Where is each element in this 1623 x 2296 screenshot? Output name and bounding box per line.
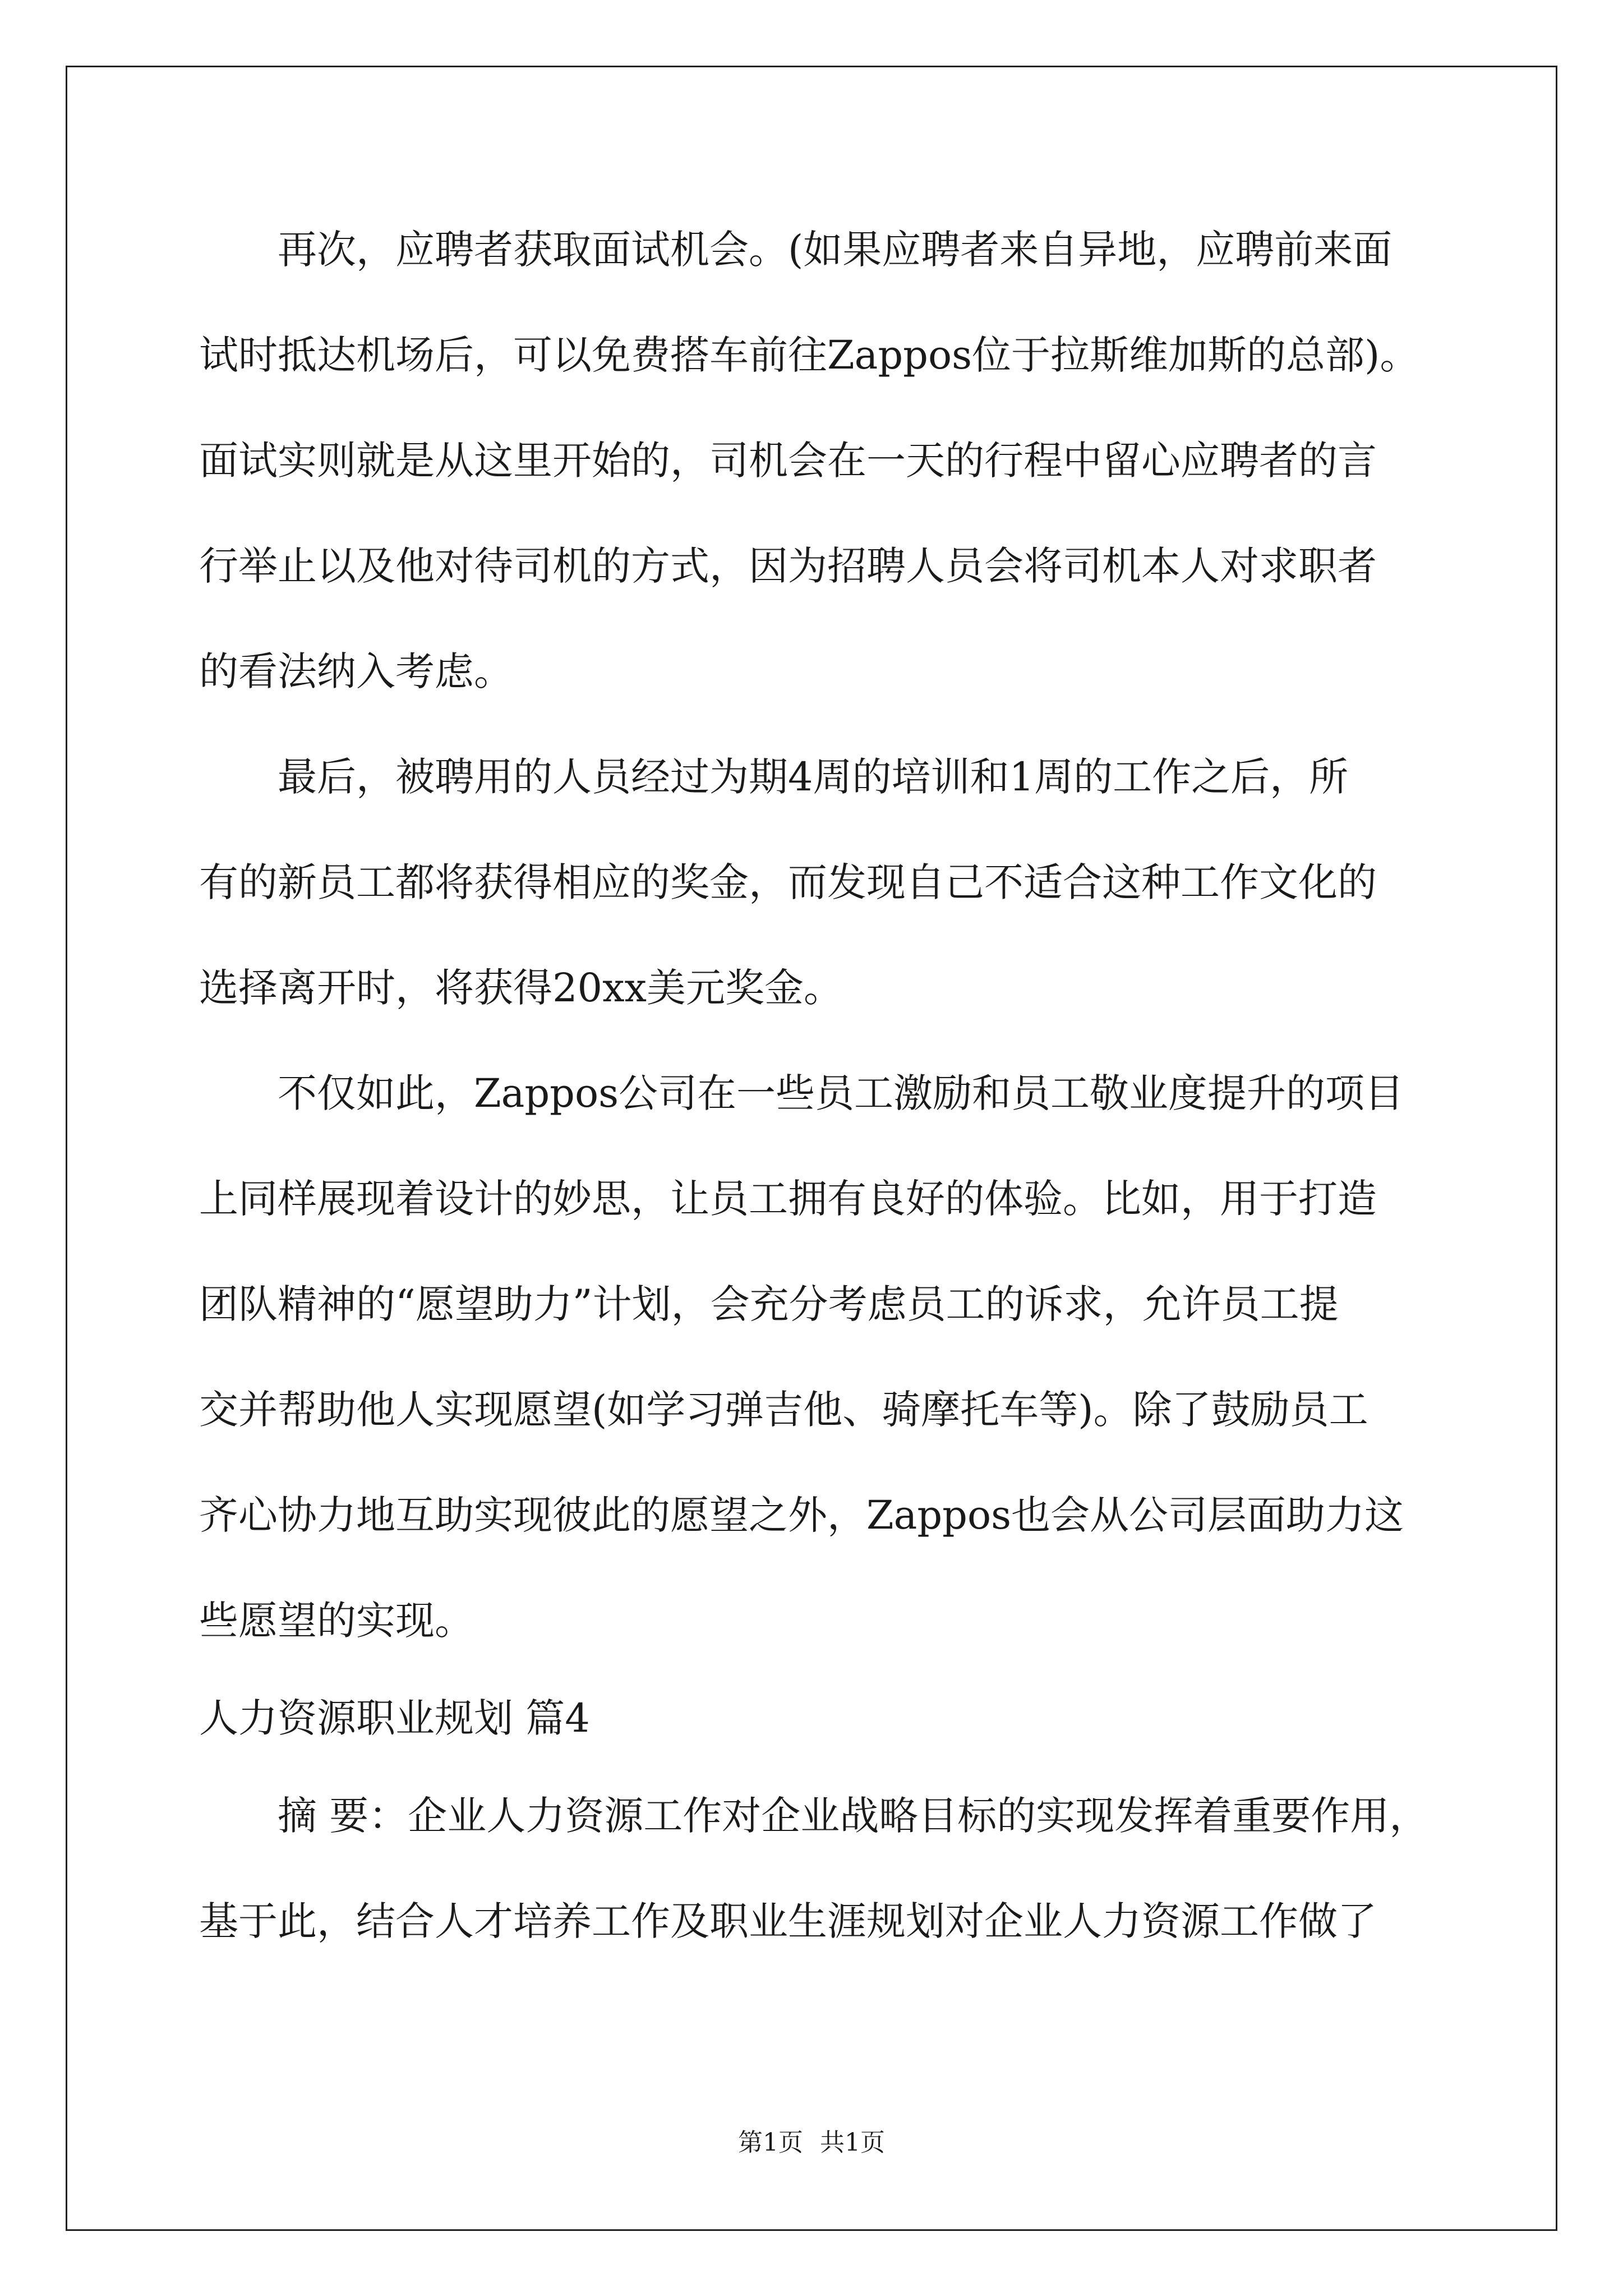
page-footer [0,2126,1623,2160]
paragraph-line: 不仅如此，Zappos公司在一些员工激励和员工敬业度提升的项目 [199,1070,1404,1116]
paragraph-line: 上同样展现着设计的妙思，让员工拥有良好的体验。比如，用于打造 [199,1176,1377,1222]
paragraph-line: 交并帮助他人实现愿望(如学习弹吉他、骑摩托车等)。除了鼓励员工 [199,1387,1368,1433]
paragraph-line: 行举止以及他对待司机的方式，因为招聘人员会将司机本人对求职者 [199,543,1377,589]
paragraph-line: 摘 要：企业人力资源工作对企业战略目标的实现发挥着重要作用， [199,1793,1429,1839]
paragraph-line: 再次，应聘者获取面试机会。(如果应聘者来自异地，应聘前来面 [199,227,1393,273]
page-total: 共1页 [820,2128,885,2157]
page-number: 第1页 [738,2128,803,2157]
paragraph-line: 面试实则就是从这里开始的，司机会在一天的行程中留心应聘者的言 [199,438,1377,484]
paragraph-line: 团队精神的“愿望助力”计划，会充分考虑员工的诉求，允许员工提 [199,1281,1339,1327]
paragraph-line: 选择离开时，将获得20xx美元奖金。 [199,965,843,1011]
paragraph-line: 基于此，结合人才培养工作及职业生涯规划对企业人力资源工作做了 [199,1898,1377,1944]
section-heading: 人力资源职业规划 篇4 [199,1695,590,1741]
paragraph-line: 些愿望的实现。 [199,1598,474,1644]
paragraph-line: 有的新员工都将获得相应的奖金，而发现自己不适合这种工作文化的 [199,859,1377,905]
paragraph-line: 的看法纳入考虑。 [199,648,513,694]
paragraph-line: 试时抵达机场后，可以免费搭车前往Zappos位于拉斯维加斯的总部)。 [199,332,1419,378]
paragraph-line: 最后，被聘用的人员经过为期4周的培训和1周的工作之后，所 [199,754,1349,800]
paragraph-line: 齐心协力地互助实现彼此的愿望之外，Zappos也会从公司层面助力这 [199,1492,1404,1538]
